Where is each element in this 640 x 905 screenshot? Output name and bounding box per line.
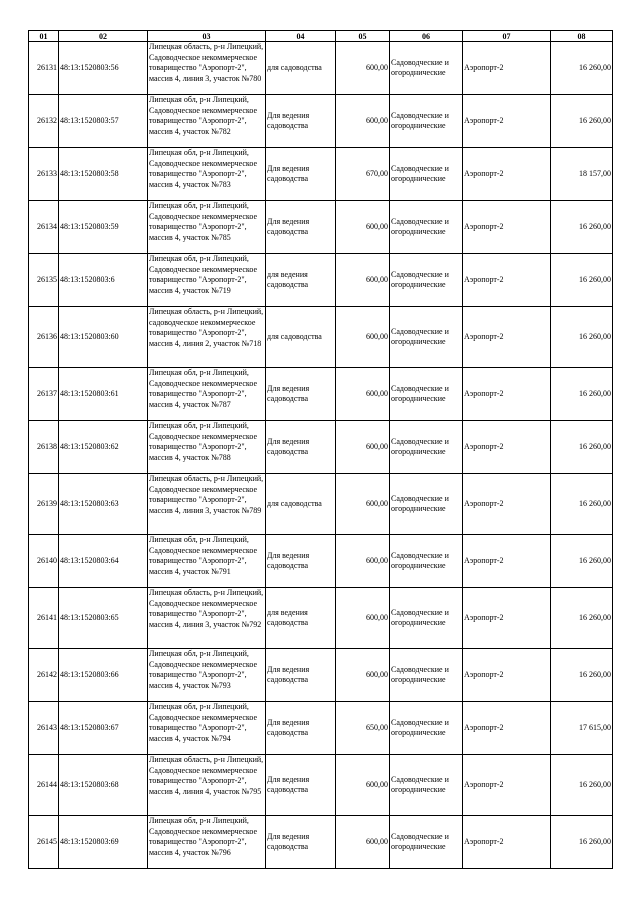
cell-group: Аэропорт-2 [463,588,551,649]
cell-area: 600,00 [336,307,390,368]
cell-row-number: 26143 [29,702,59,755]
column-header: 08 [551,31,613,42]
cell-area: 600,00 [336,421,390,474]
cell-area: 600,00 [336,201,390,254]
cell-land-category: Садоводческие и огороднические [390,702,463,755]
cell-cadastral-value: 16 260,00 [551,201,613,254]
address-text: Липецкая обл, р-н Липецкий, Садоводческое некоммерческое товарищество "Аэропорт-2", массив 4, участок №785 [149,201,258,242]
cell-permitted-use: для садоводства [266,42,336,95]
cell-land-category: Садоводческие и огороднические [390,649,463,702]
cell-land-category: Садоводческие и огороднические [390,368,463,421]
cell-address [148,95,266,148]
address-text: Липецкая область, р-н Липецкий, Садоводческое некоммерческое товарищество "Аэропорт-2", массив 4, линия 4, участок №795 [149,755,264,796]
table-row [29,649,613,702]
cell-group: Аэропорт-2 [463,148,551,201]
cell-row-number: 26140 [29,535,59,588]
cell-row-number: 26145 [29,816,59,869]
cell-area: 600,00 [336,42,390,95]
cell-permitted-use: Для ведения садоводства [266,201,336,254]
table-row [29,368,613,421]
table-row [29,254,613,307]
address-text: Липецкая область, р-н Липецкий, садоводческое некоммерческое товарищество "Аэропорт-2", массив 4, линия 2, участок №718 [149,307,264,348]
cell-row-number: 26137 [29,368,59,421]
table-row [29,535,613,588]
address-text: Липецкая область, р-н Липецкий, Садоводческое некоммерческое товарищество "Аэропорт-2", массив 4, линия 3, участок №780 [149,42,264,83]
table-row [29,307,613,368]
cell-address [148,755,266,816]
cell-land-category: Садоводческие и огороднические [390,535,463,588]
address-text: Липецкая область, р-н Липецкий, Садоводческое некоммерческое товарищество "Аэропорт-2", массив 4, линия 3, участок №789 [149,474,264,515]
cell-permitted-use: Для ведения садоводства [266,816,336,869]
cell-cadastral-number: 48:13:1520803:62 [59,421,148,474]
cell-area: 670,00 [336,148,390,201]
cell-cadastral-value: 16 260,00 [551,95,613,148]
cell-cadastral-value: 16 260,00 [551,535,613,588]
cell-cadastral-number: 48:13:1520803:59 [59,201,148,254]
column-header: 04 [266,31,336,42]
cell-address [148,201,266,254]
cell-group: Аэропорт-2 [463,421,551,474]
cell-cadastral-value: 16 260,00 [551,649,613,702]
cell-permitted-use: Для ведения садоводства [266,95,336,148]
cell-land-category: Садоводческие и огороднические [390,201,463,254]
address-text: Липецкая обл, р-н Липецкий, Садоводческое некоммерческое товарищество "Аэропорт-2", массив 4, участок №794 [149,702,258,743]
cell-land-category: Садоводческие и огороднические [390,307,463,368]
cell-row-number: 26139 [29,474,59,535]
cell-area: 600,00 [336,254,390,307]
table-row [29,702,613,755]
cell-cadastral-number: 48:13:1520803:58 [59,148,148,201]
cell-cadastral-number: 48:13:1520803:68 [59,755,148,816]
address-text: Липецкая область, р-н Липецкий, Садоводческое некоммерческое товарищество "Аэропорт-2", массив 4, линия 3, участок №792 [149,588,264,629]
address-text: Липецкая обл, р-н Липецкий, Садоводческое некоммерческое товарищество "Аэропорт-2", массив 4, участок №783 [149,148,258,189]
cell-cadastral-number: 48:13:1520803:64 [59,535,148,588]
cell-cadastral-number: 48:13:1520803:6 [59,254,148,307]
cell-group: Аэропорт-2 [463,254,551,307]
column-header: 02 [59,31,148,42]
cell-group: Аэропорт-2 [463,816,551,869]
cell-permitted-use: для садоводства [266,307,336,368]
cell-address [148,649,266,702]
address-text: Липецкая обл, р-н Липецкий, Садоводческое некоммерческое товарищество "Аэропорт-2", массив 4, участок №782 [149,95,258,136]
cell-address [148,42,266,95]
cell-cadastral-number: 48:13:1520803:63 [59,474,148,535]
cell-address [148,421,266,474]
cell-cadastral-value: 17 615,00 [551,702,613,755]
cell-cadastral-number: 48:13:1520803:65 [59,588,148,649]
land-registry-table [28,30,613,869]
cell-land-category: Садоводческие и огороднические [390,148,463,201]
cell-row-number: 26141 [29,588,59,649]
table-header-row [29,31,613,42]
cell-address [148,474,266,535]
cell-cadastral-number: 48:13:1520803:67 [59,702,148,755]
table-row [29,201,613,254]
cell-permitted-use: для ведения садоводства [266,254,336,307]
cell-group: Аэропорт-2 [463,368,551,421]
cell-address [148,588,266,649]
cell-cadastral-number: 48:13:1520803:69 [59,816,148,869]
table-row [29,588,613,649]
cell-cadastral-value: 16 260,00 [551,368,613,421]
cell-cadastral-value: 18 157,00 [551,148,613,201]
column-header: 01 [29,31,59,42]
cell-group: Аэропорт-2 [463,755,551,816]
address-text: Липецкая обл, р-н Липецкий, Садоводческое некоммерческое товарищество "Аэропорт-2", массив 4, участок №793 [149,649,258,690]
cell-row-number: 26136 [29,307,59,368]
cell-land-category: Садоводческие и огороднические [390,474,463,535]
cell-address [148,148,266,201]
cell-area: 600,00 [336,816,390,869]
address-text: Липецкая обл, р-н Липецкий, Садоводческое некоммерческое товарищество "Аэропорт-2", массив 4, участок №787 [149,368,258,409]
cell-land-category: Садоводческие и огороднические [390,95,463,148]
cell-cadastral-value: 16 260,00 [551,421,613,474]
table-row [29,474,613,535]
cell-address [148,702,266,755]
cell-row-number: 26144 [29,755,59,816]
cell-row-number: 26135 [29,254,59,307]
address-text: Липецкая обл, р-н Липецкий, Садоводческое некоммерческое товарищество "Аэропорт-2", массив 4, участок №791 [149,535,258,576]
cell-area: 600,00 [336,95,390,148]
cell-area: 600,00 [336,535,390,588]
cell-land-category: Садоводческие и огороднические [390,421,463,474]
cell-area: 600,00 [336,649,390,702]
cell-cadastral-value: 16 260,00 [551,307,613,368]
cell-cadastral-number: 48:13:1520803:57 [59,95,148,148]
address-text: Липецкая обл, р-н Липецкий, Садоводческое некоммерческое товарищество "Аэропорт-2", массив 4, участок №796 [149,816,258,857]
cell-permitted-use: Для ведения садоводства [266,702,336,755]
cell-permitted-use: Для ведения садоводства [266,368,336,421]
cell-group: Аэропорт-2 [463,201,551,254]
table-row [29,95,613,148]
cell-land-category: Садоводческие и огороднические [390,816,463,869]
cell-area: 650,00 [336,702,390,755]
table-row [29,755,613,816]
cell-cadastral-number: 48:13:1520803:60 [59,307,148,368]
cell-permitted-use: для садоводства [266,474,336,535]
table-row [29,816,613,869]
table-row [29,42,613,95]
cell-address [148,254,266,307]
cell-group: Аэропорт-2 [463,649,551,702]
cell-group: Аэропорт-2 [463,474,551,535]
column-header: 03 [148,31,266,42]
cell-permitted-use: Для ведения садоводства [266,755,336,816]
column-header: 07 [463,31,551,42]
cell-group: Аэропорт-2 [463,702,551,755]
table-row [29,148,613,201]
cell-land-category: Садоводческие и огороднические [390,42,463,95]
cell-row-number: 26142 [29,649,59,702]
cell-group: Аэропорт-2 [463,42,551,95]
cell-area: 600,00 [336,368,390,421]
cell-address [148,368,266,421]
cell-permitted-use: Для ведения садоводства [266,535,336,588]
cell-cadastral-number: 48:13:1520803:56 [59,42,148,95]
table-row [29,421,613,474]
cell-cadastral-value: 16 260,00 [551,816,613,869]
cell-permitted-use: для ведения садоводства [266,588,336,649]
cell-cadastral-value: 16 260,00 [551,588,613,649]
cell-address [148,535,266,588]
cell-cadastral-value: 16 260,00 [551,42,613,95]
cell-permitted-use: Для ведения садоводства [266,148,336,201]
cell-row-number: 26138 [29,421,59,474]
cell-area: 600,00 [336,755,390,816]
cell-cadastral-number: 48:13:1520803:66 [59,649,148,702]
cell-area: 600,00 [336,588,390,649]
cell-cadastral-value: 16 260,00 [551,254,613,307]
cell-group: Аэропорт-2 [463,95,551,148]
column-header: 05 [336,31,390,42]
cell-group: Аэропорт-2 [463,307,551,368]
address-text: Липецкая обл, р-н Липецкий, Садоводческое некоммерческое товарищество "Аэропорт-2", массив 4, участок №788 [149,421,258,462]
cell-cadastral-value: 16 260,00 [551,755,613,816]
cell-permitted-use: Для ведения садоводства [266,649,336,702]
cell-address [148,816,266,869]
cell-row-number: 26132 [29,95,59,148]
cell-cadastral-value: 16 260,00 [551,474,613,535]
cell-permitted-use: Для ведения садоводства [266,421,336,474]
cell-area: 600,00 [336,474,390,535]
cell-land-category: Садоводческие и огороднические [390,588,463,649]
cell-row-number: 26134 [29,201,59,254]
cell-address [148,307,266,368]
address-text: Липецкая обл, р-н Липецкий, Садоводческое некоммерческое товарищество "Аэропорт-2", массив 4, участок №719 [149,254,258,295]
cell-row-number: 26131 [29,42,59,95]
cell-land-category: Садоводческие и огороднические [390,254,463,307]
column-header: 06 [390,31,463,42]
cell-group: Аэропорт-2 [463,535,551,588]
table-body [29,42,613,869]
cell-land-category: Садоводческие и огороднические [390,755,463,816]
cell-cadastral-number: 48:13:1520803:61 [59,368,148,421]
cell-row-number: 26133 [29,148,59,201]
